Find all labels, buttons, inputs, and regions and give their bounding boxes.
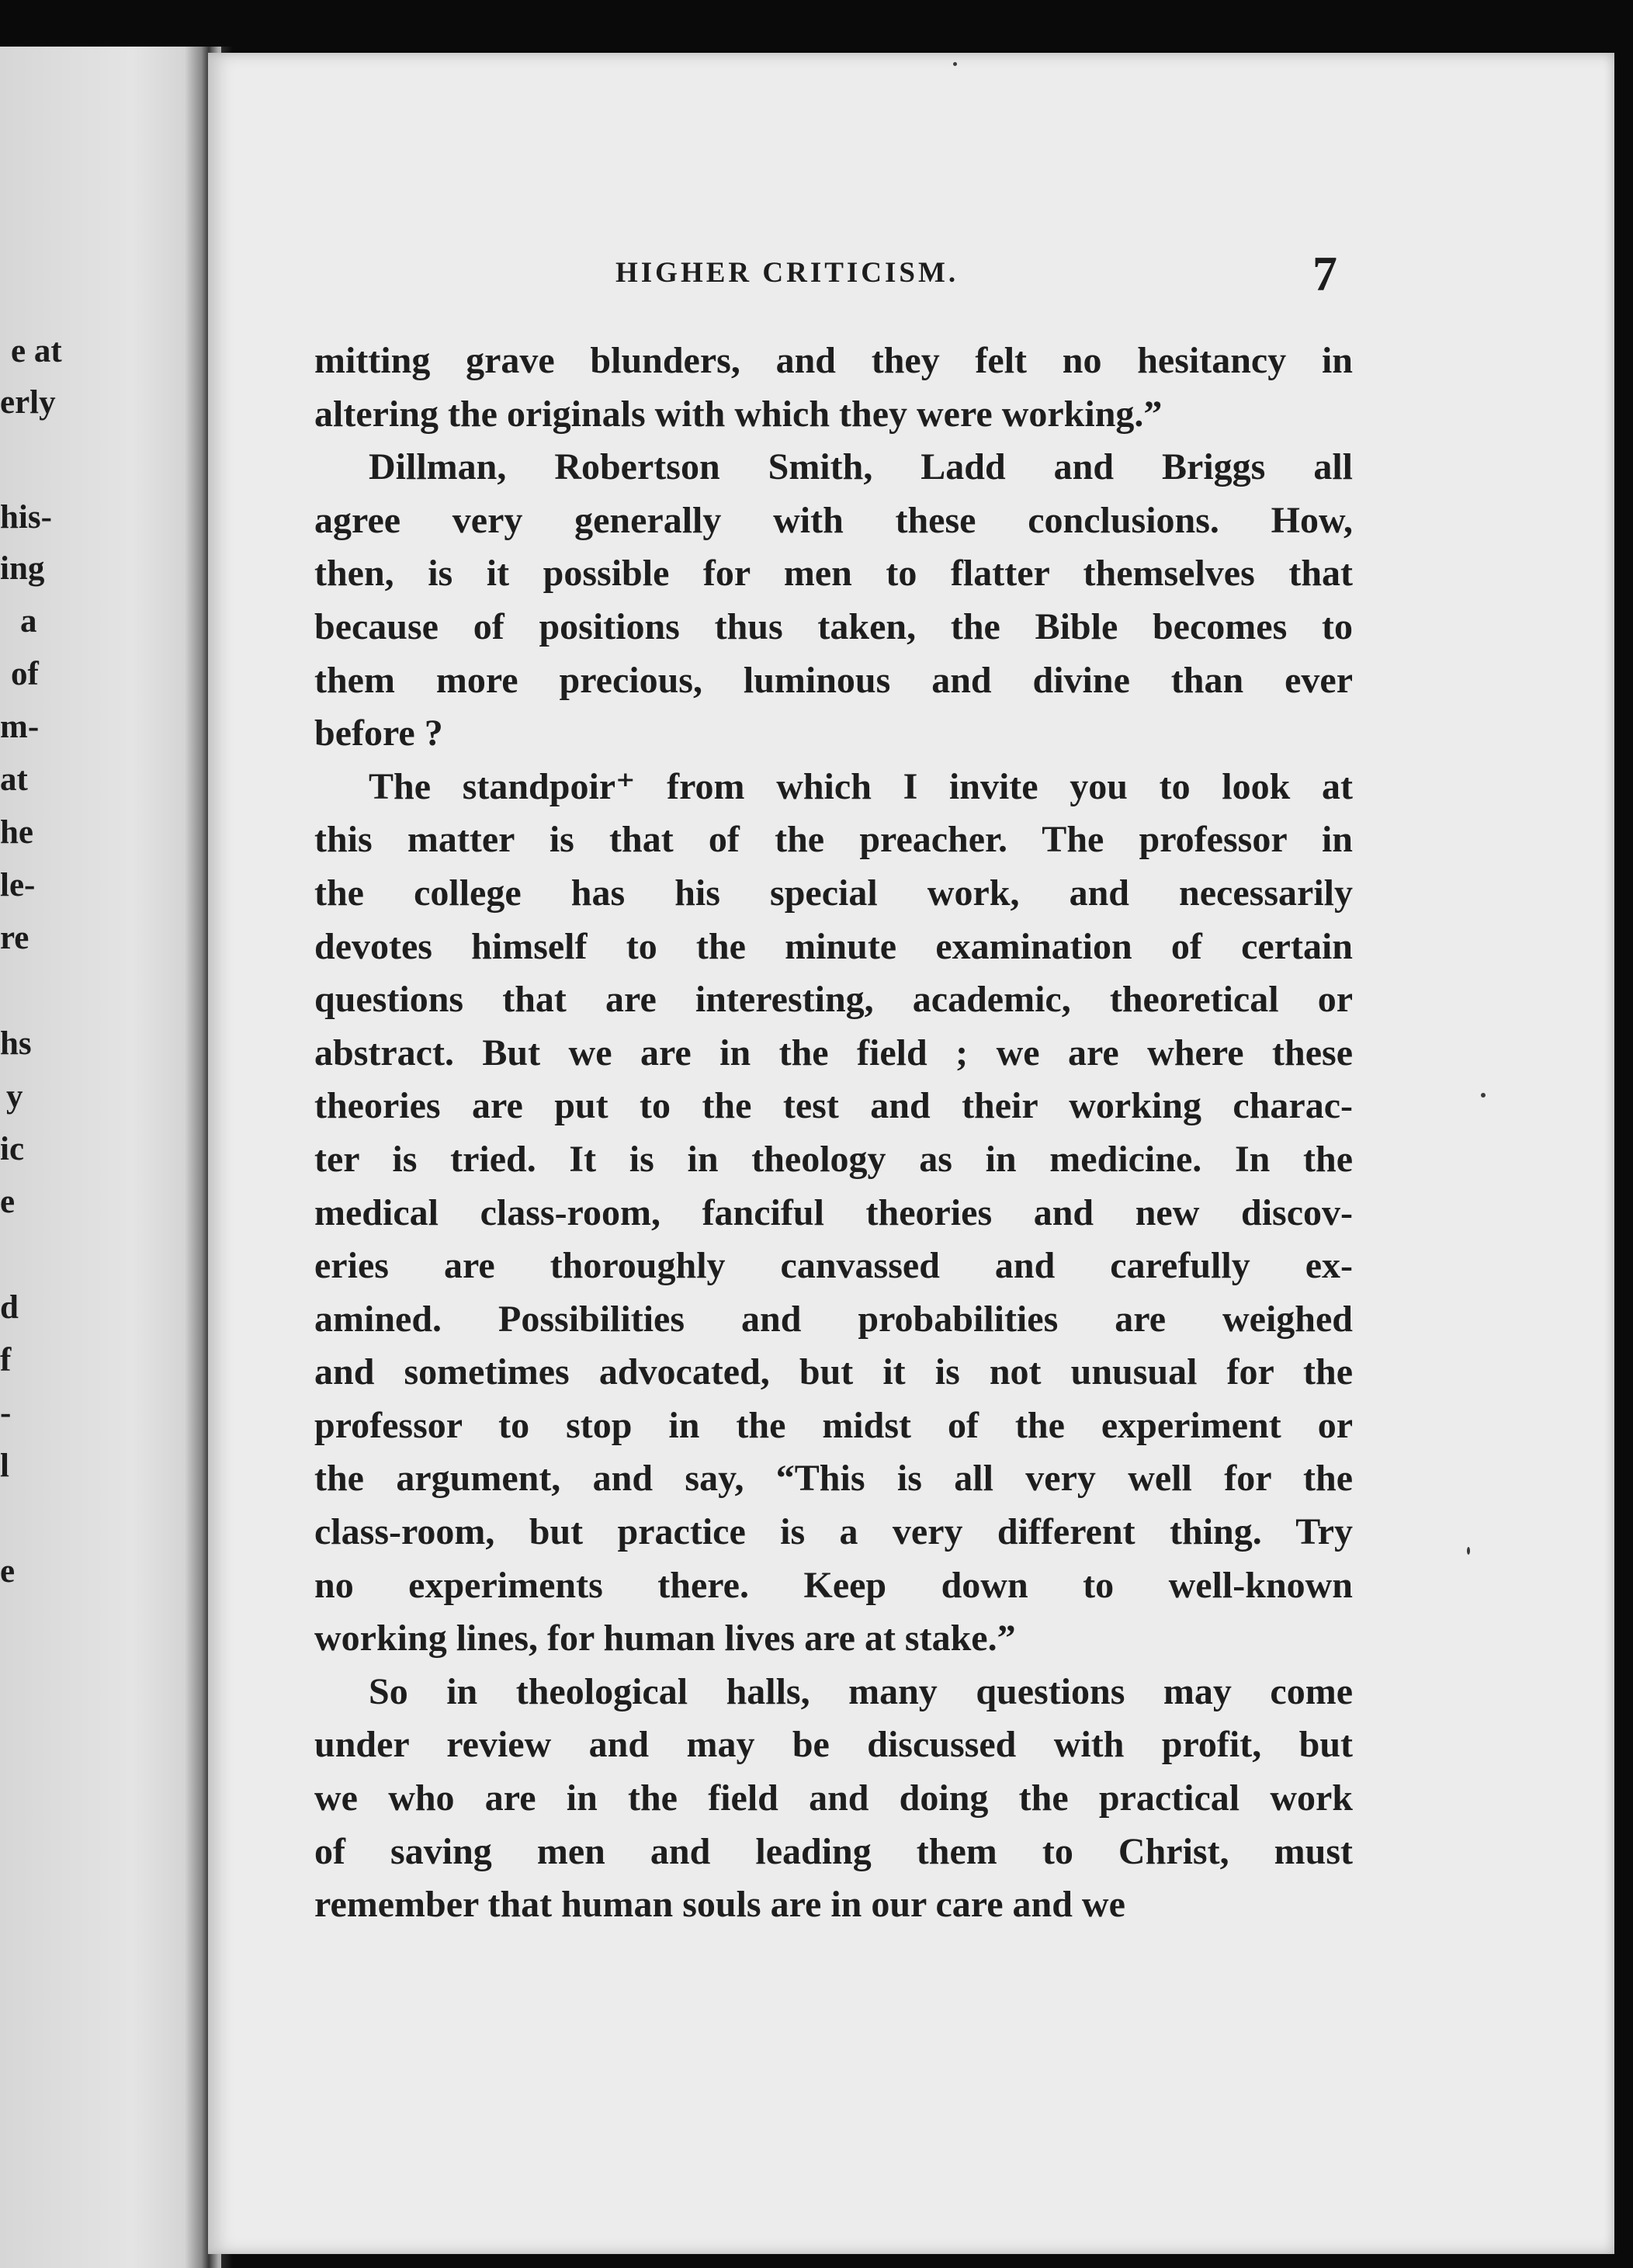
text-line: agree very generally with these conclusions. How, — [314, 499, 1353, 541]
text-line: because of positions thus taken, the Bible becomes to — [314, 605, 1353, 647]
previous-page-fragment: e — [0, 1184, 16, 1220]
previous-page-fragment: at — [0, 761, 28, 798]
body-text — [314, 335, 1353, 1932]
text-line: of saving men and leading them to Christ, must — [314, 1830, 1353, 1872]
previous-page-fragment: m- — [0, 709, 40, 745]
previous-page-fragment: le- — [0, 867, 36, 903]
text-line: eries are thoroughly canvassed and carefully ex- — [314, 1245, 1353, 1287]
text-line: then, is it possible for men to flatter themselves that — [314, 553, 1353, 595]
previous-page-fragment: e at — [11, 333, 62, 369]
text-line: questions that are interesting, academic, theoretical or — [314, 979, 1353, 1021]
text-line: the college has his special work, and necessarily — [314, 872, 1353, 914]
text-line: the argument, and say, “This is all very well for the — [314, 1458, 1353, 1500]
previous-page-fragment: his- — [0, 499, 52, 536]
text-line: them more precious, luminous and divine than ever — [314, 659, 1353, 701]
paper-speck — [1467, 1547, 1470, 1555]
text-line: we who are in the field and doing the practical work — [314, 1777, 1353, 1819]
text-line: amined. Possibilities and probabilities are weighed — [314, 1298, 1353, 1340]
previous-page-fragment: d — [0, 1289, 19, 1326]
text-line: remember that human souls are in our care and we — [314, 1884, 1125, 1926]
text-line: this matter is that of the preacher. The professor in — [314, 819, 1353, 861]
text-line: theories are put to the test and their working charac- — [314, 1085, 1353, 1127]
text-line: class-room, but practice is a very different thing. Try — [314, 1511, 1353, 1553]
running-head — [208, 245, 1614, 300]
text-line: working lines, for human lives are at stake.” — [314, 1618, 1016, 1659]
previous-page-fragment: e — [0, 1553, 16, 1590]
text-line: and sometimes advocated, but it is not unusual for the — [314, 1351, 1353, 1393]
previous-page-fragment: f — [0, 1342, 12, 1378]
text-line: So in theological halls, many questions may come — [369, 1670, 1353, 1712]
text-line: altering the originals with which they were working.” — [314, 393, 1163, 435]
previous-page-fragment: a — [20, 603, 37, 640]
previous-page-fragment: re — [0, 920, 29, 956]
paper-speck — [953, 62, 957, 66]
text-line: The standpoir⁺ from which I invite you to look at — [369, 765, 1353, 807]
previous-page-fragment: he — [0, 814, 33, 851]
book-page — [208, 53, 1614, 2254]
previous-page-fragment: ic — [0, 1131, 25, 1167]
previous-page-fragment: y — [6, 1078, 23, 1115]
text-line: no experiments there. Keep down to well-known — [314, 1564, 1353, 1606]
text-line: medical class-room, fanciful theories and new discov- — [314, 1191, 1353, 1233]
previous-page-fragment: erly — [0, 384, 56, 421]
page-number: 7 — [1312, 246, 1337, 301]
running-head-title: HIGHER CRITICISM. — [615, 257, 959, 289]
text-line: under review and may be discussed with profit, but — [314, 1724, 1353, 1766]
previous-page-fragment: l — [0, 1448, 9, 1484]
text-line: professor to stop in the midst of the experiment or — [314, 1404, 1353, 1446]
text-line: before ? — [314, 713, 443, 754]
text-line: devotes himself to the minute examination of certain — [314, 925, 1353, 967]
text-line: abstract. But we are in the field ; we are where these — [314, 1032, 1353, 1073]
text-line: ter is tried. It is in theology as in medicine. In the — [314, 1138, 1353, 1180]
previous-page-fragment: hs — [0, 1025, 32, 1062]
text-line: mitting grave blunders, and they felt no hesitancy in — [314, 340, 1353, 381]
previous-page-fragment: ing — [0, 550, 45, 587]
paper-speck — [1481, 1093, 1486, 1098]
previous-page-fragment: - — [0, 1395, 12, 1431]
text-line: Dillman, Robertson Smith, Ladd and Briggs all — [369, 446, 1353, 488]
previous-page-fragment: of — [11, 656, 39, 692]
